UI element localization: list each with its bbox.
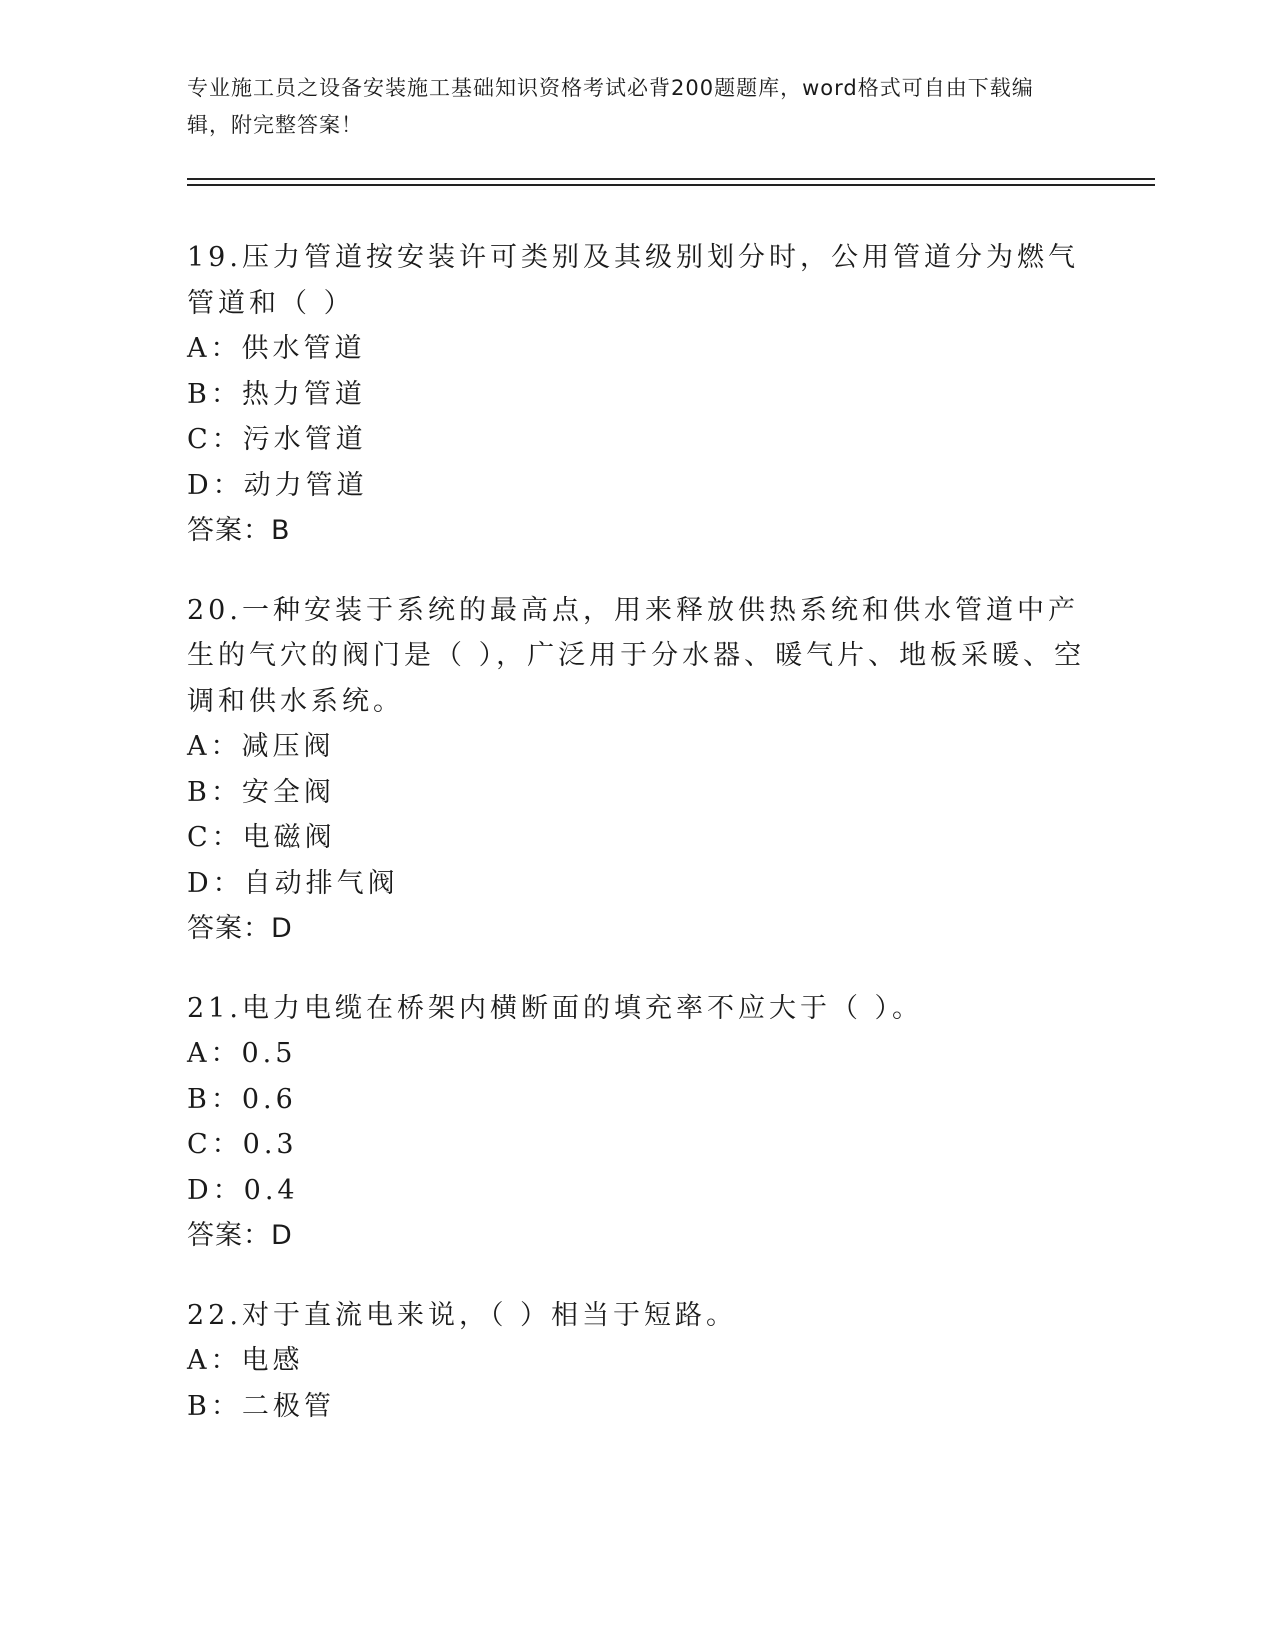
question-text: 20.一种安装于系统的最高点，用来释放供热系统和供水管道中产生的气穴的阀门是（ ），广泛用于分水器、暖气片、地板采暖、空调和供水系统。 bbox=[187, 594, 1086, 717]
question-20 bbox=[187, 588, 1087, 952]
option-d: D：动力管道 bbox=[187, 469, 368, 501]
option-a: A：0.5 bbox=[187, 1038, 297, 1069]
answer-line: 答案：D bbox=[187, 1220, 293, 1251]
option-c: C：污水管道 bbox=[187, 424, 367, 455]
option-b: B：安全阀 bbox=[187, 776, 335, 808]
question-text: 19.压力管道按安装许可类别及其级别划分时，公用管道分为燃气管道和（ ） bbox=[187, 242, 1079, 319]
option-a: A：电感 bbox=[187, 1345, 304, 1376]
document-header: 专业施工员之设备安装施工基础知识资格考试必背200题题库，word格式可自由下载编辑，附完整答案！ bbox=[187, 76, 1034, 137]
option-b: B：0.6 bbox=[187, 1083, 297, 1115]
option-a: A：供水管道 bbox=[187, 333, 366, 364]
header-divider-top bbox=[187, 178, 1155, 180]
question-text: 22.对于直流电来说，（ ）相当于短路。 bbox=[187, 1299, 738, 1331]
answer-line: 答案：D bbox=[187, 913, 293, 944]
option-d: D：自动排气阀 bbox=[187, 867, 399, 899]
header-divider-bottom bbox=[187, 184, 1155, 186]
question-text: 21.电力电缆在桥架内横断面的填充率不应大于（ ）。 bbox=[187, 992, 924, 1024]
option-d: D：0.4 bbox=[187, 1174, 299, 1206]
question-21 bbox=[187, 986, 1087, 1259]
option-b: B：热力管道 bbox=[187, 378, 366, 410]
option-c: C：0.3 bbox=[187, 1129, 298, 1160]
answer-line: 答案：B bbox=[187, 515, 291, 546]
question-list bbox=[187, 235, 1087, 1463]
option-c: C：电磁阀 bbox=[187, 822, 336, 853]
question-22 bbox=[187, 1293, 1087, 1430]
question-19 bbox=[187, 235, 1087, 554]
option-a: A：减压阀 bbox=[187, 731, 335, 762]
option-b: B：二极管 bbox=[187, 1390, 335, 1422]
